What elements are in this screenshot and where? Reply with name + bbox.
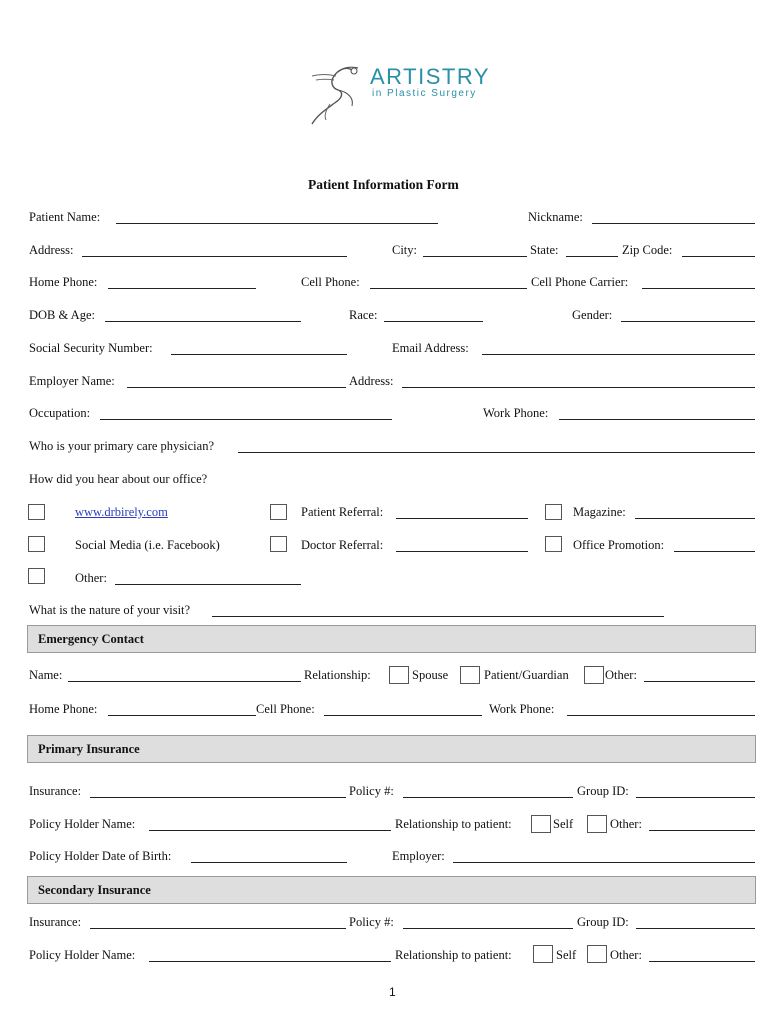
primary-employer-field[interactable] xyxy=(453,862,755,863)
page-number: 1 xyxy=(389,985,396,999)
work-phone-field[interactable] xyxy=(559,419,755,420)
patient-name-field[interactable] xyxy=(116,223,438,224)
primary-group-label: Group ID: xyxy=(577,784,629,798)
visit-field[interactable] xyxy=(212,616,664,617)
emergency-cell-phone-field[interactable] xyxy=(324,715,482,716)
guardian-checkbox[interactable] xyxy=(460,666,480,684)
other-referral-field[interactable] xyxy=(115,584,301,585)
magazine-checkbox[interactable] xyxy=(545,504,562,520)
patient-referral-checkbox[interactable] xyxy=(270,504,287,520)
nickname-label: Nickname: xyxy=(528,210,583,224)
emergency-name-label: Name: xyxy=(29,668,63,682)
cell-phone-field[interactable] xyxy=(370,288,527,289)
website-checkbox[interactable] xyxy=(28,504,45,520)
office-promotion-field[interactable] xyxy=(674,551,755,552)
spouse-checkbox[interactable] xyxy=(389,666,409,684)
secondary-holder-field[interactable] xyxy=(149,961,391,962)
emergency-other-field[interactable] xyxy=(644,681,755,682)
patient-referral-label: Patient Referral: xyxy=(301,505,384,519)
primary-holder-dob-label: Policy Holder Date of Birth: xyxy=(29,849,172,863)
gender-label: Gender: xyxy=(572,308,613,322)
primary-other-checkbox[interactable] xyxy=(587,815,607,833)
social-media-checkbox[interactable] xyxy=(28,536,45,552)
magazine-field[interactable] xyxy=(635,518,755,519)
emergency-home-phone-label: Home Phone: xyxy=(29,702,98,716)
emergency-other-checkbox[interactable] xyxy=(584,666,604,684)
spouse-label: Spouse xyxy=(412,668,449,682)
form-title: Patient Information Form xyxy=(308,177,459,192)
doctor-referral-label: Doctor Referral: xyxy=(301,538,384,552)
secondary-group-field[interactable] xyxy=(636,928,755,929)
secondary-policy-label: Policy #: xyxy=(349,915,394,929)
work-phone-label: Work Phone: xyxy=(483,406,549,420)
secondary-insurance-header xyxy=(27,876,756,904)
website-link[interactable]: www.drbirely.com xyxy=(75,505,168,519)
secondary-self-checkbox[interactable] xyxy=(533,945,553,963)
home-phone-field[interactable] xyxy=(108,288,256,289)
email-field[interactable] xyxy=(482,354,755,355)
visit-label: What is the nature of your visit? xyxy=(29,603,191,617)
emergency-name-field[interactable] xyxy=(68,681,301,682)
secondary-other-field[interactable] xyxy=(649,961,755,962)
secondary-self-label: Self xyxy=(556,948,577,962)
employer-address-label: Address: xyxy=(349,374,394,388)
zip-field[interactable] xyxy=(682,256,755,257)
logo-name: ARTISTRY xyxy=(370,64,490,89)
address-field[interactable] xyxy=(82,256,347,257)
figure-logo-icon xyxy=(308,62,370,128)
primary-insurance-field[interactable] xyxy=(90,797,346,798)
primary-self-label: Self xyxy=(553,817,574,831)
other-referral-checkbox[interactable] xyxy=(28,568,45,584)
primary-group-field[interactable] xyxy=(636,797,755,798)
secondary-other-checkbox[interactable] xyxy=(587,945,607,963)
magazine-label: Magazine: xyxy=(573,505,626,519)
primary-relationship-label: Relationship to patient: xyxy=(395,817,512,831)
secondary-relationship-label: Relationship to patient: xyxy=(395,948,512,962)
social-media-label: Social Media (i.e. Facebook) xyxy=(75,538,220,552)
dob-field[interactable] xyxy=(105,321,301,322)
physician-field[interactable] xyxy=(238,452,755,453)
occupation-label: Occupation: xyxy=(29,406,91,420)
primary-insurance-header xyxy=(27,735,756,763)
home-phone-label: Home Phone: xyxy=(29,275,98,289)
primary-insurance-title: Primary Insurance xyxy=(38,742,140,756)
ssn-label: Social Security Number: xyxy=(29,341,153,355)
state-label: State: xyxy=(530,243,559,257)
emergency-home-phone-field[interactable] xyxy=(108,715,256,716)
zip-label: Zip Code: xyxy=(622,243,673,257)
primary-holder-dob-field[interactable] xyxy=(191,862,347,863)
race-field[interactable] xyxy=(384,321,483,322)
hear-about-label: How did you hear about our office? xyxy=(29,472,208,486)
secondary-other-label: Other: xyxy=(610,948,642,962)
primary-other-field[interactable] xyxy=(649,830,755,831)
guardian-label: Patient/Guardian xyxy=(484,668,569,682)
gender-field[interactable] xyxy=(621,321,755,322)
office-promotion-checkbox[interactable] xyxy=(545,536,562,552)
race-label: Race: xyxy=(349,308,378,322)
emergency-contact-header xyxy=(27,625,756,653)
patient-name-label: Patient Name: xyxy=(29,210,101,224)
emergency-work-phone-label: Work Phone: xyxy=(489,702,555,716)
employer-address-field[interactable] xyxy=(402,387,755,388)
office-promotion-label: Office Promotion: xyxy=(573,538,665,552)
secondary-policy-field[interactable] xyxy=(403,928,573,929)
dob-label: DOB & Age: xyxy=(29,308,95,322)
emergency-work-phone-field[interactable] xyxy=(567,715,755,716)
secondary-group-label: Group ID: xyxy=(577,915,629,929)
primary-employer-label: Employer: xyxy=(392,849,445,863)
secondary-insurance-field[interactable] xyxy=(90,928,346,929)
physician-label: Who is your primary care physician? xyxy=(29,439,215,453)
emergency-cell-phone-label: Cell Phone: xyxy=(256,702,315,716)
nickname-field[interactable] xyxy=(592,223,755,224)
occupation-field[interactable] xyxy=(100,419,392,420)
employer-field[interactable] xyxy=(127,387,346,388)
emergency-relationship-label: Relationship: xyxy=(304,668,371,682)
secondary-insurance-title: Secondary Insurance xyxy=(38,883,151,897)
primary-insurance-label: Insurance: xyxy=(29,784,82,798)
ssn-field[interactable] xyxy=(171,354,347,355)
state-field[interactable] xyxy=(566,256,618,257)
carrier-label: Cell Phone Carrier: xyxy=(531,275,629,289)
patient-referral-field[interactable] xyxy=(396,518,528,519)
doctor-referral-field[interactable] xyxy=(396,551,528,552)
emergency-other-label: Other: xyxy=(605,668,637,682)
other-referral-label: Other: xyxy=(75,571,107,585)
carrier-field[interactable] xyxy=(642,288,755,289)
primary-self-checkbox[interactable] xyxy=(531,815,551,833)
employer-label: Employer Name: xyxy=(29,374,115,388)
secondary-holder-label: Policy Holder Name: xyxy=(29,948,136,962)
primary-holder-label: Policy Holder Name: xyxy=(29,817,136,831)
city-field[interactable] xyxy=(423,256,527,257)
primary-other-label: Other: xyxy=(610,817,642,831)
primary-policy-field[interactable] xyxy=(403,797,573,798)
primary-holder-field[interactable] xyxy=(149,830,391,831)
primary-policy-label: Policy #: xyxy=(349,784,394,798)
logo-tagline: in Plastic Surgery xyxy=(372,88,477,99)
doctor-referral-checkbox[interactable] xyxy=(270,536,287,552)
emergency-contact-title: Emergency Contact xyxy=(38,632,144,646)
city-label: City: xyxy=(392,243,418,257)
cell-phone-label: Cell Phone: xyxy=(301,275,360,289)
secondary-insurance-label: Insurance: xyxy=(29,915,82,929)
address-label: Address: xyxy=(29,243,74,257)
email-label: Email Address: xyxy=(392,341,469,355)
